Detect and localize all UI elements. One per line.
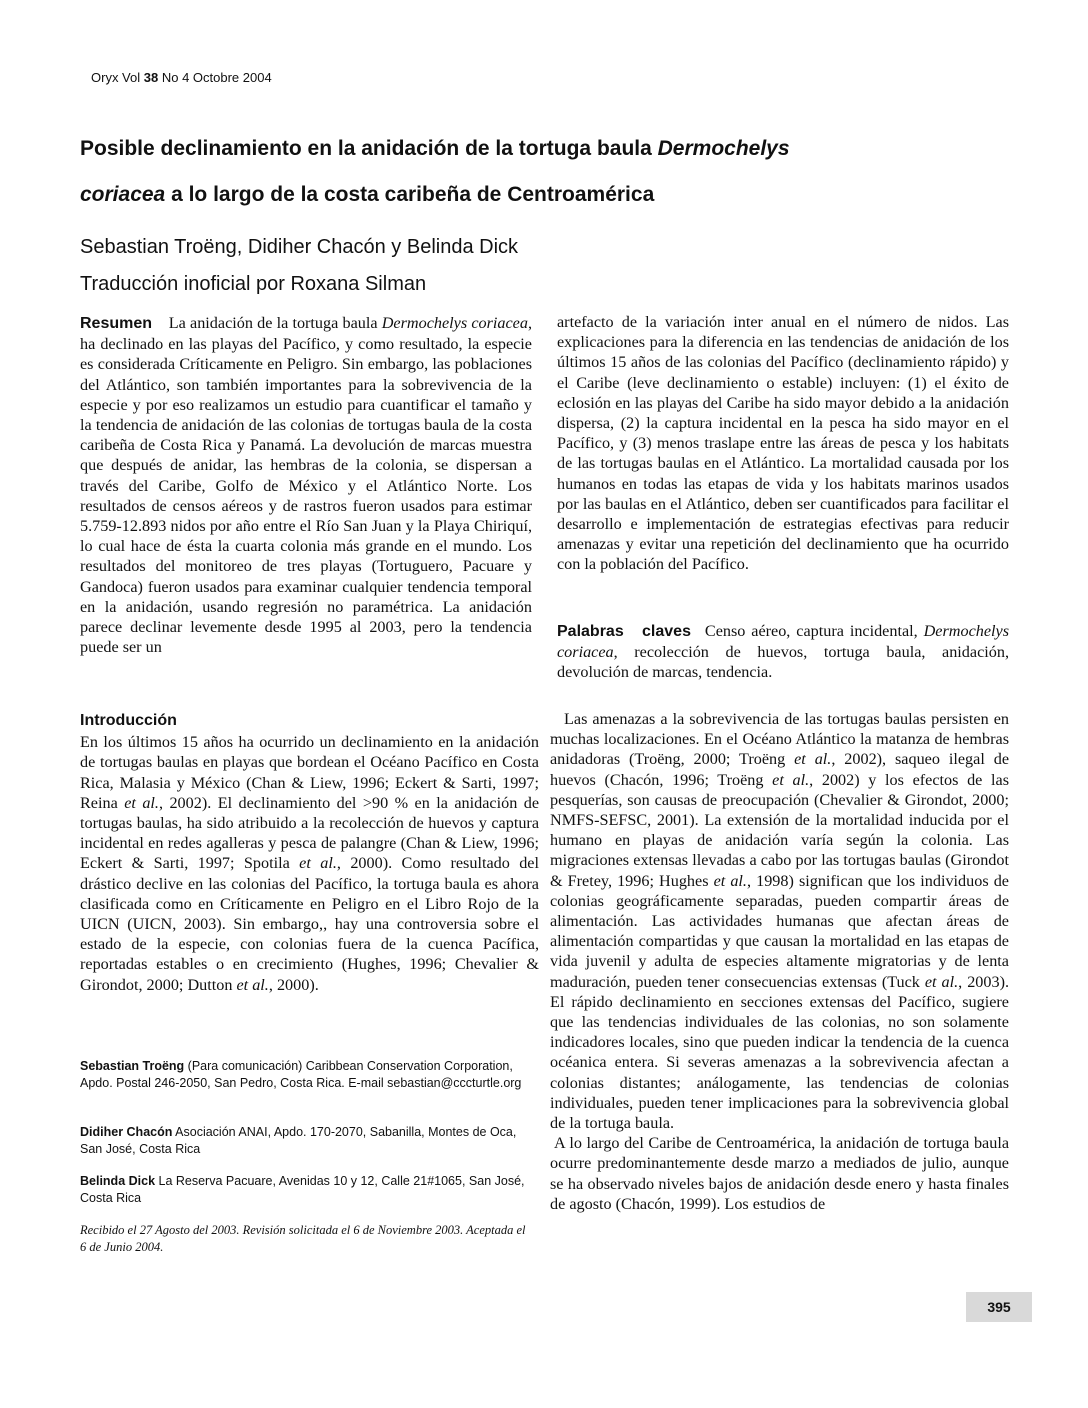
article-title bbox=[80, 126, 1000, 218]
page-number-box bbox=[966, 1292, 1032, 1322]
translator-credit: Traducción inoficial por Roxana Silman bbox=[80, 273, 427, 295]
journal-issue-date: No 4 Octobre 2004 bbox=[161, 70, 272, 85]
abstract-heading: Resumen bbox=[80, 315, 153, 332]
abstract-text-1: La anidación de la tortuga baula bbox=[168, 314, 382, 332]
title-text-2: a lo largo de la costa caribeña de Centroamérica bbox=[165, 183, 655, 206]
keywords-block bbox=[557, 621, 1009, 683]
affiliation-text: (Para comunicación) Caribbean Conservation Corporation, Apdo. Postal 246-2050, San Pedro, Costa Rica. E-mail sebastian@cccturtle.org bbox=[80, 1059, 522, 1090]
affiliation-text: Asociación ANAI, Apdo. 170-2070, Sabanilla, Montes de Oca, San José, Costa Rica bbox=[80, 1125, 517, 1156]
journal-header bbox=[91, 70, 272, 85]
keywords-heading: Palabras claves bbox=[557, 623, 691, 640]
keywords-text-2: , recolección de huevos, tortuga baula, anidación, devolución de marcas, tendencia. bbox=[557, 643, 1009, 682]
journal-volume: 38 bbox=[143, 70, 159, 85]
introduction-heading: Introducción bbox=[80, 712, 177, 729]
introduction-left-column bbox=[80, 711, 539, 995]
abstract-text-3: artefacto de la variación inter anual en el número de nidos. Las explicaciones para la diferencia en las tendencias de anidación de los últimos 15 años de las colonias del Pacífico (declinamiento rápido) y el Caribe (leve declinamiento o estable) incluyen: (1) el éxito de eclosión en las playas del Caribe ha sido mayor debido a la anidación dispersa, (2) la captura incidental en la pesca ha sido mayor en el Pacífico, y (3) menos traslape entre las áreas de pesca y los habitats de las tortugas baulas en el Atlántico. La mortalidad causada por los humanos en todas las etapas de vida y los habitats marinos usados por las baulas en el Atlántico, deben ser cuantificados para facilitar el desarrollo e implementación de estrategias efectivas para reducir amenazas y evitar una repetición del declinamiento que ha ocurrido con la población del Pacífico. bbox=[557, 313, 1009, 574]
abstract-text-2: , ha declinado en las playas del Pacífico, y como resultado, la especie es considerada Críticamente en Peligro. Sin embargo, las poblaciones del Atlántico, son también importantes para la sobrevivencia de la especie y por eso realizamos un estudio para cuantificar el tamaño y la tendencia de anidación de las colonias de tortugas baula de la costa caribeña de Costa Rica y Panamá. La devolución de marcas muestra que después de anidar, las hembras de la colonia, se dispersan a través del Caribe, Golfo de México y el Atlántico Norte. Los resultados de censos aéreos y de rastros fueron usados para estimar 5.759-12.893 nidos por año entre el Río San Juan y la Playa Chiriquí, lo cual hace de ésta la cuarta colonia más grande en el mundo. Los resultados del monitoreo de tres playas (Tortuguero, Pacuare y Gandoca) fueron usados para examinar cualquier tendencia temporal en la anidación, usando regresión no paramétrica. La anidación parece declinar levemente desde 1995 al 2003, pero la tendencia puede ser un bbox=[80, 314, 532, 657]
journal-name: Oryx Vol bbox=[91, 70, 141, 85]
affiliation-name: Sebastian Troëng bbox=[80, 1059, 185, 1073]
abstract-right-column bbox=[557, 312, 1009, 575]
affiliation-name: Belinda Dick bbox=[80, 1174, 156, 1188]
intro-paragraph-1: En los últimos 15 años ha ocurrido un declinamiento en la anidación de tortugas baulas en playas que bordean el Océano Pacífico en Costa Rica, Malasia y México (Chan & Liew, 1996; Eckert & Sarti, 1997; Reina et al., 2002). El declinamiento del >90 % en la anidación de tortugas baulas, ha sido atribuido a la recolección de huevos y captura incidental en redes agalleras y pesca de palangre (Chan & Liew, 1996; Eckert & Sarti, 1997; Spotila et al., 2000). Como resultado del drástico declive en las colonias del Pacífico, la tortuga baula es ahora clasificada como en Críticamente en Peligro en el Libro Rojo de la UICN (UICN, 2003). Sin embargo,, hay una controversia sobre el estado de la especie, con colonias fuera de la cuenca Pacífica, reportadas estables o en crecimiento (Hughes, 1996; Chevalier & Girondot, 2000; Dutton et al., 2000). bbox=[80, 733, 539, 994]
title-species-epithet: coriacea bbox=[80, 183, 166, 206]
abstract-species: Dermochelys coriacea bbox=[381, 314, 528, 332]
title-text-1: Posible declinamiento en la anidación de la tortuga baula bbox=[80, 137, 658, 160]
author-list: Sebastian Troëng, Didiher Chacón y Belinda Dick bbox=[80, 236, 519, 258]
keywords-text-1: Censo aéreo, captura incidental, bbox=[704, 622, 924, 640]
intro-paragraph-3: A lo largo del Caribe de Centroamérica, la anidación de tortuga baula ocurre predominantemente desde marzo a mediados de julio, aunque se ha observado niveles bajos de anidación desde enero y hasta finales de agosto (Chacón, 1999). Los estudios de bbox=[550, 1134, 1009, 1213]
affiliation-troeng bbox=[80, 1058, 530, 1091]
intro-paragraph-2: Las amenazas a la sobrevivencia de las tortugas baulas persisten en muchas localizaciones. En el Océano Atlántico la matanza de hembras anidadoras (Troëng, 2000; Troëng et al., 2002), saqueo ilegal de huevos (Chacón, 1996; Troëng et al., 2002) y los efectos de las pesquerías, son causas de preocupación (Chevalier & Girondot, 2000; NMFS-SEFSC, 2001). La extensión de la mortalidad inducida por el humano en playas de anidación varía según la colonia. Las migraciones extensas llevadas a cabo por las tortugas baulas (Girondot & Fretey, 1996; Hughes et al., 1998) significan que los individuos de colonias geográficamente separadas, pueden compartir áreas de alimentación. Las actividades humanas que afectan áreas de alimentación compartidas y que causan la mortalidad en las etapas de vida juvenil y adulta de especies altamente migratorias y de lenta maduración, pueden tener consecuencias extensas (Tuck et al., 2003). El rápido declinamiento en secciones extensas del Pacífico, sugiere que las tendencias individuales de las colonias, no son solamente indicadores locales, sino que pueden indicar la tendencia de la cuenca océanica entera. Si severas amenazas a la sobrevivencia afectan a colonias distantes; análogamente, las tendencias de colonias individuales, pueden tener implicaciones para la sobrevivencia global de la tortuga baula. bbox=[550, 710, 1010, 1133]
received-dates: Recibido el 27 Agosto del 2003. Revisión solicitada el 6 de Noviembre 2003. Aceptada el 6 de Junio 2004. bbox=[80, 1223, 526, 1254]
page-number: 395 bbox=[987, 1299, 1011, 1315]
keywords-species: Dermochelys coriacea bbox=[557, 622, 1010, 662]
affiliation-text: La Reserva Pacuare, Avenidas 10 y 12, Calle 21#1065, San José, Costa Rica bbox=[80, 1174, 525, 1205]
title-species-genus: Dermochelys bbox=[657, 137, 790, 160]
affiliation-chacon bbox=[80, 1124, 530, 1157]
affiliation-dick bbox=[80, 1173, 530, 1206]
introduction-right-column bbox=[550, 709, 1009, 1214]
affiliation-name: Didiher Chacón bbox=[80, 1125, 173, 1139]
abstract-left-column bbox=[80, 313, 532, 657]
